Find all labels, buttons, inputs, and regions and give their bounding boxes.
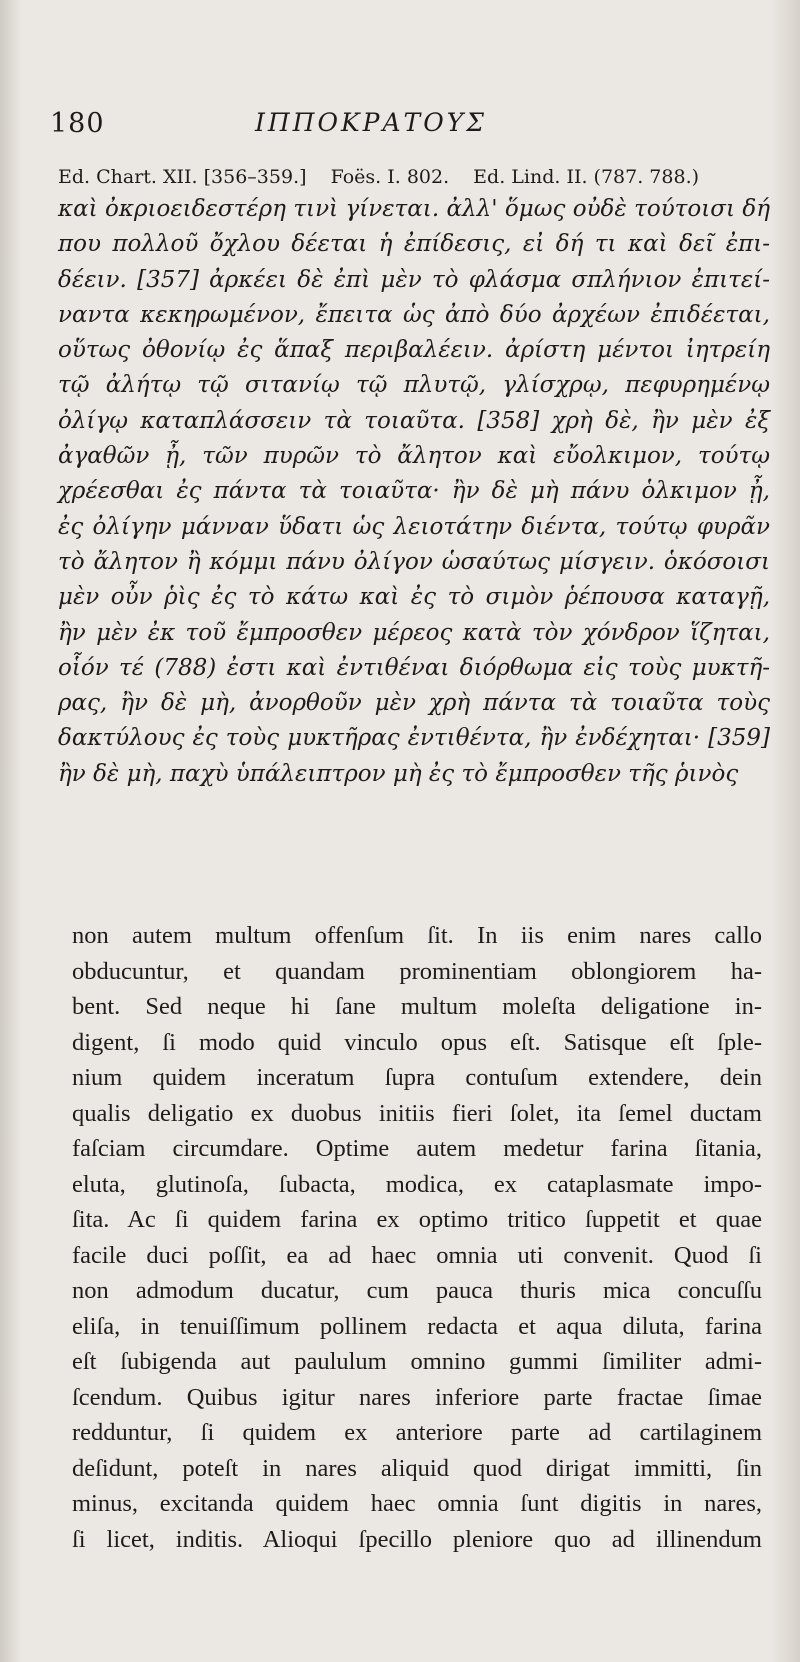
greek-line: ναντα κεκηρωμένον, ἔπειτα ὡς ἀπὸ δύο ἀρχέων ἐπιδέεται, (58, 301, 770, 328)
latin-line: ſcendum. Quibus igitur nares inferiore parte fractae ſimae (72, 1383, 762, 1411)
greek-line: ἢν μὲν ἐκ τοῦ ἔμπροσθεν μέρεος κατὰ τὸν χόνδρον ἵζηται, (58, 619, 770, 646)
latin-line: ſi licet, inditis. Alioqui ſpecillo pleniore quo ad illinendum (72, 1525, 762, 1553)
latin-line: bent. Sed neque hi ſane multum moleſta deligatione in- (72, 993, 762, 1020)
greek-line: οὕτως ὀθονίῳ ἐς ἅπαξ περιβαλέειν. ἀρίστη μέντοι ἰητρείη (58, 337, 770, 364)
latin-line: eliſa, in tenuiſſimum pollinem redacta et aqua diluta, farina (72, 1312, 762, 1340)
latin-line: digent, ſi modo quid vinculo opus eſt. Satisque eſt ſple- (72, 1028, 762, 1056)
latin-line: non admodum ducatur, cum pauca thuris mica concuſſu (72, 1277, 762, 1304)
greek-line: δέειν. [357] ἀρκέει δὲ ἐπὶ μὲν τὸ φλάσμα σπλήνιον ἐπιτεί- (58, 266, 770, 293)
greek-line: οἷόν τέ (788) ἐστι καὶ ἐντιθέναι διόρθωμα εἰς τοὺς μυκτῆ- (58, 654, 770, 681)
greek-line: ὀλίγῳ καταπλάσσειν τὰ τοιαῦτα. [358] χρὴ δὲ, ἢν μὲν ἐξ (58, 407, 770, 434)
edition-foes-reference: Foës. I. 802. (330, 166, 450, 188)
greek-line: ρας, ἢν δὲ μὴ, ἀνορθοῦν μὲν χρὴ πάντα τὰ τοιαῦτα τοὺς (58, 690, 770, 717)
greek-line: που πολλοῦ ὄχλου δέεται ἡ ἐπίδεσις, εἰ δή τι καὶ δεῖ ἐπι- (58, 231, 770, 258)
greek-line: ἐς ὀλίγην μάνναν ὕδατι ὡς λειοτάτην διέντα, τούτῳ φυρᾶν (58, 513, 770, 540)
greek-line: μὲν οὖν ῥὶς ἐς τὸ κάτω καὶ ἐς τὸ σιμὸν ῥέπουσα καταγῇ, (58, 584, 770, 611)
latin-line: nium quidem inceratum ſupra contuſum extendere, dein (72, 1064, 762, 1091)
running-title: ΙΠΠΟΚΡΑΤΟΥΣ (255, 108, 487, 137)
edition-chart-reference: Ed. Chart. XII. [356–359.] (58, 166, 307, 188)
greek-line: τῷ ἀλήτῳ τῷ σιτανίῳ τῷ πλυτῷ, γλίσχρῳ, πεφυρημένῳ (58, 372, 770, 399)
page-header (50, 108, 770, 148)
greek-text-block (58, 192, 770, 792)
greek-line: ἢν δὲ μὴ, παχὺ ὑπάλειπτρον μὴ ἐς τὸ ἔμπροσθεν τῆς ῥινὸς (58, 760, 739, 787)
latin-translation-block (72, 918, 762, 1557)
latin-line: facile duci poſſit, ea ad haec omnia uti convenit. Quod ſi (72, 1241, 762, 1269)
latin-line: qualis deligatio ex duobus initiis fieri ſolet, ita ſemel ductam (72, 1099, 762, 1127)
latin-line: eluta, glutinoſa, ſubacta, modica, ex cataplasmate impo- (72, 1170, 762, 1198)
page-number: 180 (50, 108, 105, 139)
greek-line: καὶ ὀκριοειδεστέρη τινὶ γίνεται. ἀλλ' ὅμως οὐδὲ τούτοισι δή (58, 196, 770, 222)
edition-reference-line (58, 166, 758, 188)
greek-line: δακτύλους ἐς τοὺς μυκτῆρας ἐντιθέντα, ἢν ἐνδέχηται· [359] (58, 725, 770, 752)
latin-line: deſidunt, poteſt in nares aliquid quod dirigat immitti, ſin (72, 1454, 762, 1482)
latin-line: redduntur, ſi quidem ex anteriore parte ad cartilaginem (72, 1419, 762, 1446)
latin-line: minus, excitanda quidem haec omnia ſunt digitis in nares, (72, 1490, 762, 1517)
latin-line: faſciam circumdare. Optime autem medetur farina ſitania, (72, 1135, 762, 1162)
edition-lind-reference: Ed. Lind. II. (787. 788.) (473, 166, 700, 188)
latin-line: non autem multum offenſum ſit. In iis enim nares callo (72, 922, 762, 949)
greek-line: ἀγαθῶν ᾖ, τῶν πυρῶν τὸ ἄλητον καὶ εὔολκιμον, τούτῳ (58, 443, 770, 470)
greek-line: τὸ ἄλητον ἢ κόμμι πάνυ ὀλίγον ὡσαύτως μίσγειν. ὁκόσοισι (58, 548, 770, 575)
greek-line: χρέεσθαι ἐς πάντα τὰ τοιαῦτα· ἢν δὲ μὴ πάνυ ὁλκιμον ᾖ, (58, 478, 770, 505)
latin-line: eſt ſubigenda aut paululum omnino gummi ſimiliter admi- (72, 1348, 762, 1375)
latin-line: ſita. Ac ſi quidem farina ex optimo tritico ſuppetit et quae (72, 1206, 762, 1233)
latin-line: obducuntur, et quandam prominentiam oblongiorem ha- (72, 957, 762, 985)
